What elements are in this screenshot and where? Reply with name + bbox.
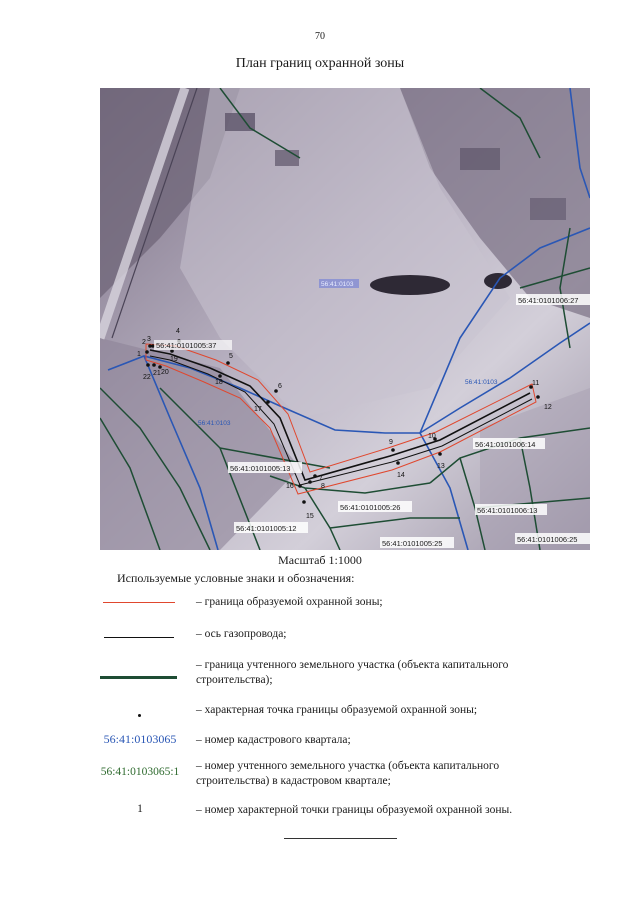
point-14 bbox=[396, 461, 400, 465]
point-18 bbox=[218, 374, 222, 378]
legend-text: – характерная точка границы образуемой охранной зоны; bbox=[196, 704, 478, 716]
point-7 bbox=[313, 474, 317, 478]
parcel-number-label: 56:41:0101006:13 bbox=[477, 506, 538, 515]
parcel-number-label: 56:41:0101006:14 bbox=[475, 440, 536, 449]
point-number-19: 19 bbox=[170, 356, 178, 363]
end-rule bbox=[284, 838, 397, 839]
page-number: 70 bbox=[315, 31, 325, 42]
map-frame bbox=[100, 88, 590, 550]
point-number-20: 20 bbox=[161, 369, 169, 376]
parcel-number-label: 56:41:0101005:25 bbox=[382, 539, 443, 548]
legend-sample-point-number: 1 bbox=[137, 803, 143, 815]
point-13 bbox=[438, 452, 442, 456]
point-9 bbox=[391, 448, 395, 452]
parcel-number-label: 56:41:0101006:27 bbox=[518, 296, 579, 305]
legend-text: – номер учтенного земельного участка (объекта капитального строительства) в кадастровом квартале; bbox=[196, 760, 500, 787]
parcel-number-label: 56:41:0101005:26 bbox=[340, 503, 401, 512]
point-number-3: 3 bbox=[147, 336, 151, 343]
point-1 bbox=[145, 350, 149, 354]
point-number-6: 6 bbox=[278, 383, 282, 390]
legend-sample-block-number: 56:41:0103065 bbox=[103, 732, 177, 746]
point-number-2: 2 bbox=[142, 339, 146, 346]
parcel-number-label: 56:41:0101005:13 bbox=[230, 464, 291, 473]
block-number-label: 56:41:0103 bbox=[198, 420, 231, 427]
point-number-21: 21 bbox=[153, 370, 161, 377]
point-number-12: 12 bbox=[544, 404, 552, 411]
point-21 bbox=[152, 363, 156, 367]
protection-zone-map bbox=[100, 88, 590, 550]
legend-sample-parcel-number: 56:41:0103065:1 bbox=[100, 766, 180, 778]
point-number-8: 8 bbox=[321, 483, 325, 490]
point-number-1: 1 bbox=[137, 351, 141, 358]
point-number-5: 5 bbox=[229, 353, 233, 360]
page-title: План границ охранной зоны bbox=[235, 56, 405, 71]
point-number-7: 7 bbox=[319, 475, 323, 482]
building bbox=[275, 150, 299, 166]
map-scale: Масштаб 1:1000 bbox=[278, 553, 362, 567]
block-number-label: 56:41:0103 bbox=[321, 281, 354, 288]
point-8 bbox=[308, 480, 312, 484]
point-22 bbox=[146, 363, 150, 367]
point-number-13: 13 bbox=[437, 463, 445, 470]
point-number-10: 10 bbox=[428, 433, 436, 440]
parcel-number-label: 56:41:0101006:25 bbox=[517, 535, 578, 544]
block-number-label: 56:41:0103 bbox=[465, 379, 498, 386]
legend-text: – ось газопровода; bbox=[196, 628, 287, 640]
legend-text: – номер кадастрового квартала; bbox=[196, 734, 351, 746]
building bbox=[460, 148, 500, 170]
point-number-11: 11 bbox=[532, 380, 540, 387]
point-17 bbox=[266, 400, 270, 404]
point-number-15: 15 bbox=[306, 513, 314, 520]
point-number-9: 9 bbox=[389, 439, 393, 446]
parcel-number-label: 56:41:0101005:37 bbox=[156, 341, 217, 350]
legend-text: – номер характерной точки границы образуемой охранной зоны. bbox=[196, 804, 513, 816]
point-number-4: 4 bbox=[176, 328, 180, 335]
parcel-number-label: 56:41:0101005:12 bbox=[236, 524, 297, 533]
point-number-17: 17 bbox=[254, 406, 262, 413]
smoke-spot bbox=[370, 275, 450, 295]
point-number-18: 18 bbox=[215, 379, 223, 386]
legend-text: – граница образуемой охранной зоны; bbox=[196, 596, 383, 608]
building bbox=[530, 198, 566, 220]
legend-text: – граница учтенного земельного участка (объекта капитального строительства); bbox=[196, 659, 509, 686]
point-number-22: 22 bbox=[143, 374, 151, 381]
point-number-16: 16 bbox=[286, 483, 294, 490]
point-16 bbox=[298, 484, 302, 488]
point-5 bbox=[226, 361, 230, 365]
legend-heading: Используемые условные знаки и обозначения: bbox=[117, 571, 355, 585]
point-number-14: 14 bbox=[397, 472, 405, 479]
point-12 bbox=[536, 395, 540, 399]
point-15 bbox=[302, 500, 306, 504]
